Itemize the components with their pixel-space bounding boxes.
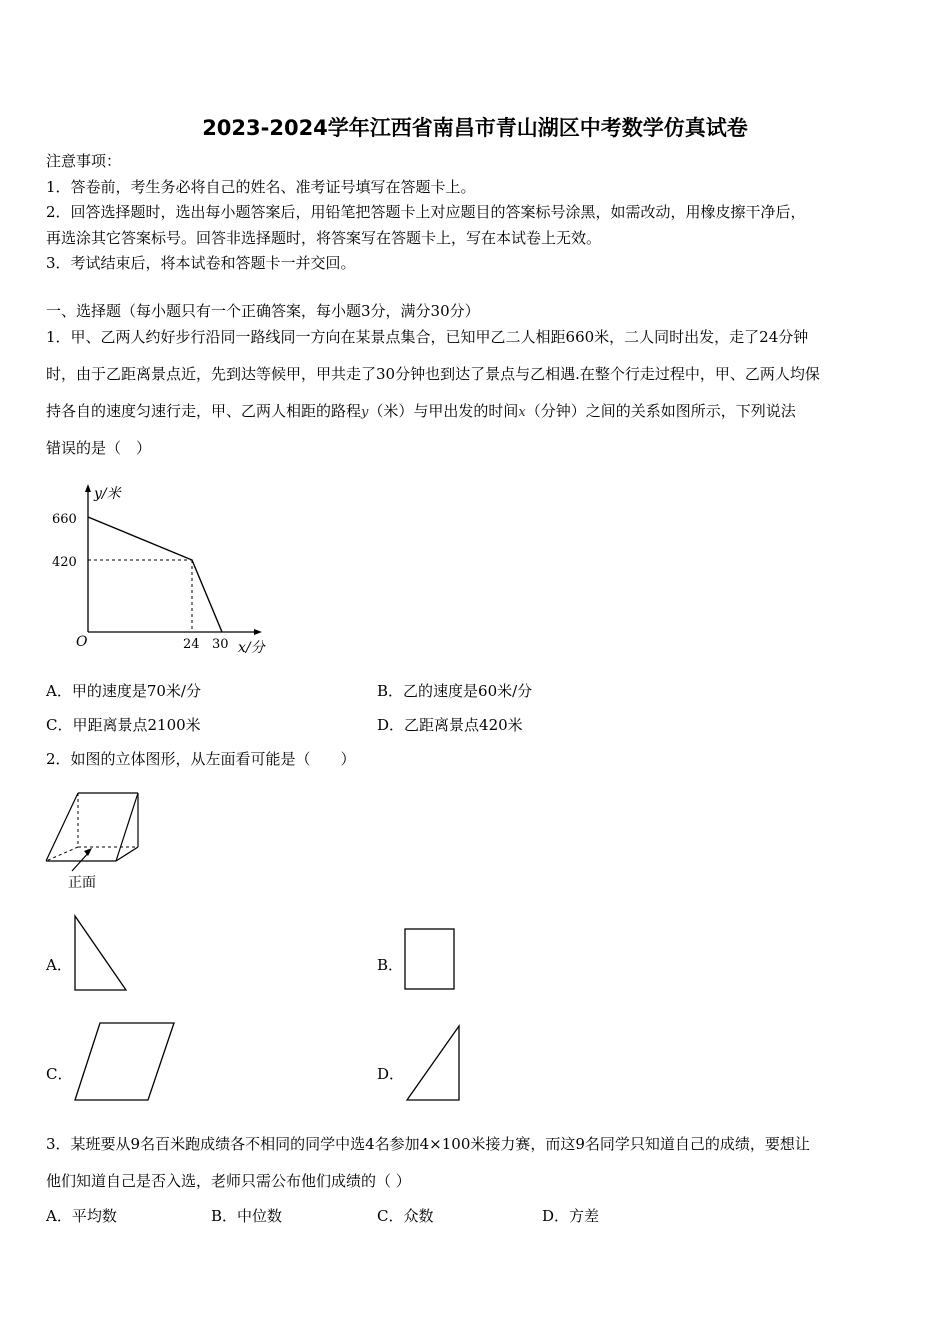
q1-option-c[interactable]: C．甲距离景点2100米 [46,716,201,734]
q1-option-b[interactable]: B．乙的速度是60米/分 [377,682,533,700]
notice-item-2: 2．回答选择题时，选出每小题答案后，用铅笔把答题卡上对应题目的答案标号涂黑，如需改动，用橡皮擦干净后， [46,203,806,221]
notice-item-3: 3．考试结束后，将本试卷和答题卡一并交回。 [46,254,356,272]
q3-option-a[interactable]: A．平均数 [46,1207,117,1225]
q2-text: 2．如图的立体图形，从左面看可能是（ ） [46,750,356,768]
x-axis-arrow [254,629,262,635]
q1-option-d[interactable]: D．乙距离景点420米 [377,716,523,734]
y-tick-420: 420 [52,555,77,570]
q2-option-d-label[interactable]: D． [377,1065,405,1083]
q2-option-b-shape [402,926,458,992]
q1-line-3c: （分钟）之间的关系如图所示，下列说法 [525,402,796,420]
y-tick-660: 660 [52,512,77,527]
q3-option-b[interactable]: B．中位数 [211,1207,283,1225]
x-axis-label: x/分 [238,640,265,656]
q1-distance-time-graph [40,478,290,660]
section-heading: 一、选择题（每小题只有一个正确答案，每小题3分，满分30分） [46,302,480,320]
var-x: x [518,405,526,420]
distance-line [88,517,222,632]
front-label: 正面 [68,875,96,891]
q2-option-a-label[interactable]: A． [46,956,72,974]
q3-line-2: 他们知道自己是否入选，老师只需公布他们成绩的（ ） [46,1172,411,1190]
q1-line-1: 1．甲、乙两人约好步行沿同一路线同一方向在某景点集合，已知甲乙二人相距660米，二人同时出发，走了24分钟 [46,328,809,346]
q1-option-a[interactable]: A．甲的速度是70米/分 [46,682,201,700]
q2-option-b-label[interactable]: B． [377,956,404,974]
notice-item-2-continued: 再选涂其它答案标号。回答非选择题时，将答案写在答题卡上，写在本试卷上无效。 [46,229,602,247]
q3-line-1: 3．某班要从9名百米跑成绩各不相同的同学中选4名参加4×100米接力赛，而这9名同学只知道自己的成绩，要想让 [46,1135,810,1153]
x-tick-24: 24 [183,637,200,652]
notice-heading: 注意事项： [46,152,122,170]
notice-item-1: 1．答卷前，考生务必将自己的姓名、准考证号填写在答题卡上。 [46,178,476,196]
q1-line-3b: （米）与甲出发的时间 [368,402,519,420]
origin-label: O [76,634,88,650]
q1-line-3 [46,401,796,423]
q1-line-2: 时，由于乙距离景点近，先到达等候甲，甲共走了30分钟也到达了景点与乙相遇.在整个行走过程中，甲、乙两人均保 [46,365,820,383]
x-tick-30: 30 [212,637,229,652]
q3-option-d[interactable]: D．方差 [542,1207,600,1225]
q1-line-4: 错误的是（ ） [46,439,152,457]
q2-option-c-label[interactable]: C． [46,1065,73,1083]
y-axis-label: y/米 [94,486,121,502]
q2-option-d-shape [403,1022,465,1104]
q2-option-a-shape [70,912,130,994]
q1-line-3a: 持各自的速度匀速行走，甲、乙两人相距的路程 [46,402,362,420]
q3-option-c[interactable]: C．众数 [377,1207,434,1225]
q2-option-c-shape [72,1020,178,1104]
q2-solid-figure [40,785,150,895]
var-y: y [361,405,369,420]
page-title: 2023-2024学年江西省南昌市青山湖区中考数学仿真试卷 [202,116,748,140]
y-axis-arrow [85,484,91,492]
